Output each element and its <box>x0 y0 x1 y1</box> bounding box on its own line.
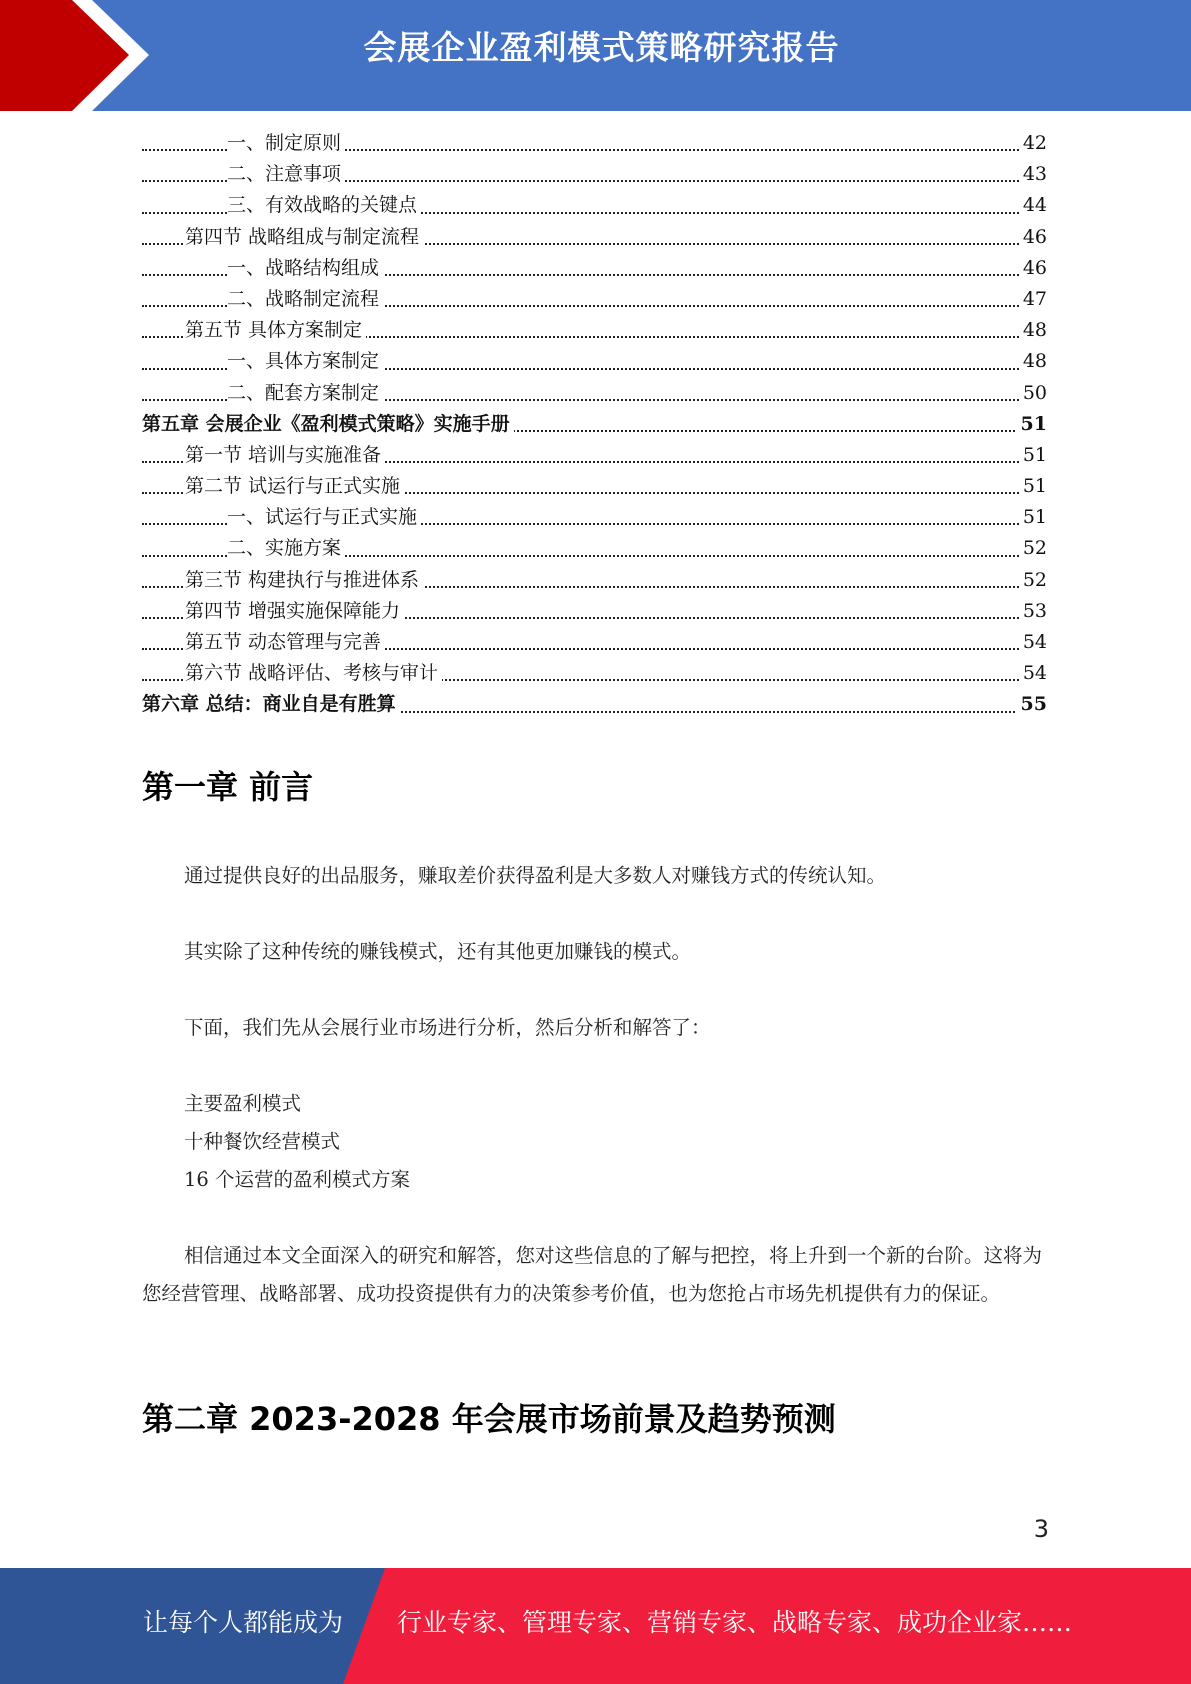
toc-entry-label: 第五节 动态管理与完善 <box>185 631 385 653</box>
toc-entry[interactable] <box>142 190 1047 221</box>
chapter1-heading: 第一章 前言 <box>142 768 314 806</box>
page-number: 3 <box>1033 1515 1049 1543</box>
toc-entry-label: 第四节 增强实施保障能力 <box>185 600 404 622</box>
footer-slogan-left: 让每个人都能成为 <box>143 1608 344 1637</box>
toc-entry-page: 52 <box>1019 565 1047 596</box>
toc-entry-label: 第五章 会展企业《盈利模式策略》实施手册 <box>142 413 514 435</box>
toc-entry-label: 二、战略制定流程 <box>227 288 383 310</box>
toc-entry-label: 二、配套方案制定 <box>227 382 383 404</box>
toc-entry-page: 54 <box>1019 658 1047 689</box>
toc-entry-label: 第一节 培训与实施准备 <box>185 444 385 466</box>
toc-entry-page: 46 <box>1019 253 1047 284</box>
toc-entry-label: 第三节 构建执行与推进体系 <box>185 569 423 591</box>
toc-entry[interactable] <box>142 128 1047 159</box>
toc-entry-label: 一、制定原则 <box>227 132 345 154</box>
toc-entry[interactable] <box>142 378 1047 409</box>
toc-entry-page: 51 <box>1019 471 1047 502</box>
toc-entry-page: 53 <box>1019 596 1047 627</box>
toc-entry[interactable] <box>142 284 1047 315</box>
toc-entry[interactable] <box>142 315 1047 346</box>
footer-slogan-right: 行业专家、管理专家、营销专家、战略专家、成功企业家…… <box>397 1608 1073 1637</box>
list-item: 十种餐饮经营模式 <box>184 1130 341 1153</box>
toc-entry-page: 54 <box>1019 627 1047 658</box>
toc-entry[interactable] <box>142 502 1047 533</box>
toc-entry[interactable] <box>142 222 1047 253</box>
chapter1-paragraph-2: 其实除了这种传统的赚钱模式，还有其他更加赚钱的模式。 <box>184 940 692 963</box>
toc-entry[interactable] <box>142 658 1047 689</box>
chapter1-paragraph-1: 通过提供良好的出品服务，赚取差价获得盈利是大多数人对赚钱方式的传统认知。 <box>184 864 887 887</box>
toc-entry-label: 一、具体方案制定 <box>227 350 383 372</box>
toc-entry-page: 43 <box>1019 159 1047 190</box>
toc-entry-label: 第四节 战略组成与制定流程 <box>185 226 423 248</box>
toc-entry-page: 48 <box>1019 346 1047 377</box>
toc-entry[interactable] <box>142 533 1047 564</box>
toc-chapter-entry[interactable] <box>142 689 1047 720</box>
toc-entry-page: 48 <box>1019 315 1047 346</box>
toc-entry[interactable] <box>142 253 1047 284</box>
toc-entry-label: 二、实施方案 <box>227 537 345 559</box>
toc-entry-label: 一、战略结构组成 <box>227 257 383 279</box>
list-item: 主要盈利模式 <box>184 1092 302 1115</box>
toc-entry[interactable] <box>142 471 1047 502</box>
toc-entry[interactable] <box>142 440 1047 471</box>
toc-entry-label: 第六节 战略评估、考核与审计 <box>185 662 442 684</box>
toc-entry-label: 一、试运行与正式实施 <box>227 506 421 528</box>
toc-entry[interactable] <box>142 565 1047 596</box>
header-title: 会展企业盈利模式策略研究报告 <box>363 28 840 67</box>
toc-entry-page: 50 <box>1019 378 1047 409</box>
toc-entry-page: 51 <box>1017 409 1047 440</box>
toc-entry[interactable] <box>142 596 1047 627</box>
toc-entry-label: 第五节 具体方案制定 <box>185 319 366 341</box>
toc-entry-page: 42 <box>1019 128 1047 159</box>
list-item: 16 个运营的盈利模式方案 <box>184 1168 411 1191</box>
toc-entry-label: 第二节 试运行与正式实施 <box>185 475 404 497</box>
toc-entry[interactable] <box>142 159 1047 190</box>
toc-entry-page: 47 <box>1019 284 1047 315</box>
page-header <box>0 0 1191 111</box>
toc-entry-label: 三、有效战略的关键点 <box>227 194 421 216</box>
chapter1-paragraph-3: 下面，我们先从会展行业市场进行分析，然后分析和解答了： <box>184 1016 711 1039</box>
toc-entry-page: 51 <box>1019 440 1047 471</box>
toc-entry-page: 46 <box>1019 222 1047 253</box>
chapter2-heading: 第二章 2023-2028 年会展市场前景及趋势预测 <box>142 1400 836 1438</box>
toc-entry-label: 第六章 总结：商业自是有胜算 <box>142 693 400 715</box>
toc-entry-page: 55 <box>1017 689 1047 720</box>
page-footer <box>0 1568 1191 1684</box>
toc-entry-page: 52 <box>1019 533 1047 564</box>
toc-entry-page: 51 <box>1019 502 1047 533</box>
chapter1-paragraph-4: 相信通过本文全面深入的研究和解答，您对这些信息的了解与把控，将上升到一个新的台阶。这将为您经营管理、战略部署、成功投资提供有力的决策参考价值，也为您抢占市场先机提供有力的保证。 <box>142 1244 1043 1305</box>
table-of-contents <box>142 128 1047 721</box>
toc-entry[interactable] <box>142 346 1047 377</box>
toc-chapter-entry[interactable] <box>142 409 1047 440</box>
toc-entry-label: 二、注意事项 <box>227 163 345 185</box>
toc-entry-page: 44 <box>1019 190 1047 221</box>
toc-entry[interactable] <box>142 627 1047 658</box>
